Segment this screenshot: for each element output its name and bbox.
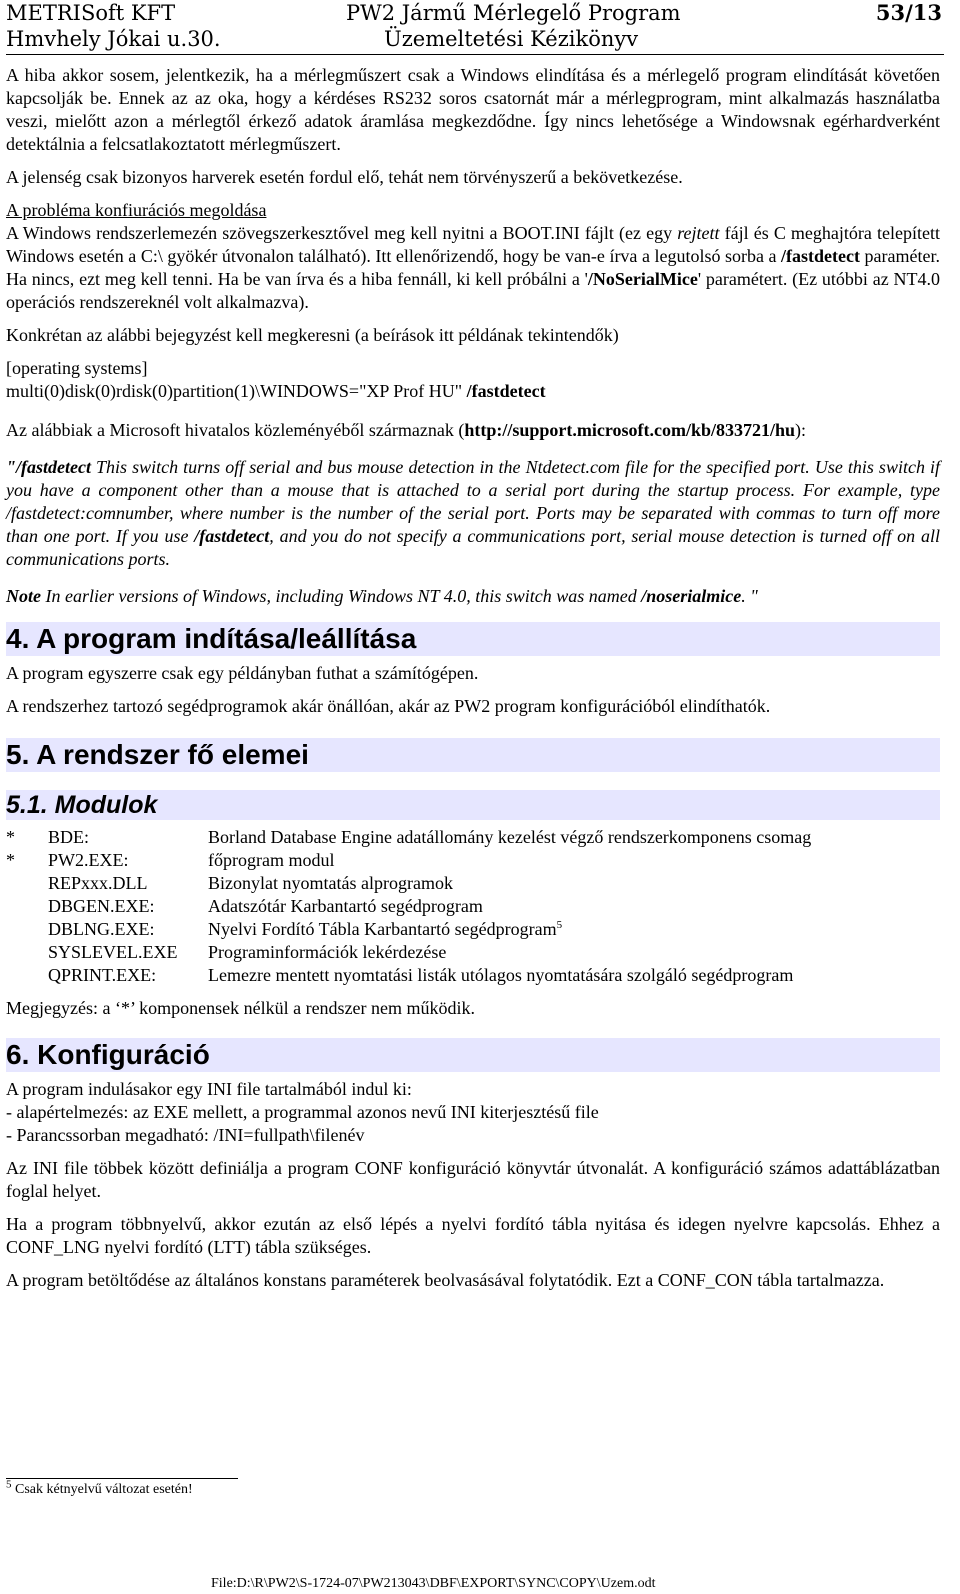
module-name: BDE: [48, 827, 90, 847]
page-header [6, 0, 944, 52]
footnote-number: 5 [6, 1478, 12, 1491]
fix-text-d: ' paramétert. (Ez utóbbi az NT4.0 operációs rendszereknél volt alkalmazva). [6, 269, 940, 312]
note-text-a: In earlier versions of Windows, including Windows NT 4.0, this switch was named [41, 586, 642, 606]
ini-line-2: multi(0)disk(0)rdisk(0)partition(1)\WINDOWS="XP Prof HU" [6, 381, 467, 401]
section-6-startup [6, 1078, 940, 1147]
startup-line-1: A program indulásakor egy INI file tartalmából indul ki: [6, 1079, 412, 1099]
startup-line-3: - Parancssorban megadható: /INI=fullpath\filenév [6, 1125, 365, 1145]
module-description-text: Bizonylat nyomtatás alprogramok [208, 873, 453, 893]
module-required-marker [6, 918, 48, 941]
module-description [208, 849, 940, 872]
program-title: PW2 Jármű Mérlegelő Program [346, 1, 681, 25]
module-required-marker [6, 964, 48, 987]
module-row [6, 849, 940, 872]
module-row [6, 895, 940, 918]
paragraph-quote [6, 456, 940, 571]
header-rule [6, 54, 944, 55]
page-number: 53/13 [875, 0, 942, 25]
module-name: PW2.EXE: [48, 850, 129, 870]
fix-text-b: fájl és C meghajtóra telepített Windows esetén a C:\ gyökér útvonalon található). Itt ellenőrizendő, hogy be van-e írva a legutolsó sorba a [6, 223, 940, 266]
module-description-text: Nyelvi Fordító Tábla Karbantartó segédprogram [208, 919, 557, 939]
note-bold: /noserialmice [641, 586, 742, 606]
startup-line-2: - alapértelmezés: az EXE mellett, a programmal azonos nevű INI kiterjesztésű file [6, 1102, 599, 1122]
module-row [6, 826, 940, 849]
module-row [6, 918, 940, 941]
footnote [6, 1478, 193, 1498]
fix-text-a: A Windows rendszerlemezén szövegszerkesztővel meg kell nyitni a BOOT.INI fájlt (ez egy [6, 223, 678, 243]
ms-source-end: ): [795, 420, 807, 440]
section-6-heading: 6. Konfiguráció [6, 1038, 940, 1072]
quote-text-a: This switch turns off serial and bus mouse detection in the Ntdetect.com file for the specified port. Use this switch if you have a component other than a mouse that is attached to a serial port during the startup process. For example, type /fastdetect:comnumber, where number is the number of the serial port. Ports may be separated with commas to turn off more than one port. If you use [6, 457, 940, 546]
fix-text-c: paraméter. Ha nincs, ezt meg kell tenni. Ha be van írva és a hiba fennáll, ki kell próbálni a ' [6, 246, 940, 289]
quote-text-b: , and you do not specify a communications port, serial mouse detection is turned off on all communications ports. [6, 526, 940, 569]
fix-title: A probléma konfiurációs megoldása [6, 200, 267, 220]
module-row [6, 964, 940, 987]
module-name: REPxxx.DLL [48, 873, 148, 893]
section-5-heading: 5. A rendszer fő elemei [6, 738, 940, 772]
module-row [6, 941, 940, 964]
module-required-marker: * [6, 850, 15, 870]
ini-line-2-bold: /fastdetect [466, 381, 546, 401]
module-description-text: Borland Database Engine adatállomány kezelést végző rendszerkomponens csomag [208, 827, 812, 847]
fix-bold-noserialmice: /NoSerialMice [587, 269, 698, 289]
section-4-para-1: A program egyszerre csak egy példányban futhat a számítógépen. [6, 663, 479, 683]
module-description [208, 918, 940, 941]
module-description [208, 826, 940, 849]
ini-line-1: [operating systems] [6, 358, 148, 378]
module-description-text: Lemezre mentett nyomtatási listák utólagos nyomtatására szolgáló segédprogram [208, 965, 794, 985]
ms-source-text: Az alábbiak a Microsoft hivatalos közleményéből származnak ( [6, 420, 465, 440]
paragraph-note [6, 585, 940, 608]
module-footnote-ref: 5 [556, 919, 563, 931]
module-required-marker [6, 941, 48, 964]
fix-italic: rejtett [677, 223, 720, 243]
note-text-b: . " [741, 586, 758, 606]
module-required-marker: * [6, 827, 15, 847]
paragraph-ms-source [6, 419, 940, 442]
document-body [6, 64, 940, 1302]
module-name: QPRINT.EXE: [48, 965, 157, 985]
module-description [208, 872, 940, 895]
company-address: Hmvhely Jókai u.30. [6, 27, 221, 51]
module-name: DBGEN.EXE: [48, 896, 155, 916]
modules-note: Megjegyzés: a ‘*’ komponensek nélkül a rendszer nem működik. [6, 998, 476, 1018]
module-required-marker [6, 895, 48, 918]
fix-bold-fastdetect: /fastdetect [781, 246, 861, 266]
paragraph-entry-intro: Konkrétan az alábbi bejegyzést kell megkeresni (a beírások itt példának tekintendők) [6, 325, 619, 345]
footnote-text: Csak kétnyelvű változat esetén! [15, 1482, 193, 1497]
footnote-rule [6, 1478, 238, 1479]
company-name [6, 0, 175, 26]
company-text: METRISoft KFT [6, 1, 176, 25]
section-4-heading: 4. A program indítása/leállítása [6, 622, 940, 656]
module-description-text: Adatszótár Karbantartó segédprogram [208, 896, 483, 916]
paragraph-error-cause: A hiba akkor sosem, jelentkezik, ha a mérlegműszert csak a Windows elindítása és a mérlegelő program elindítását követően kapcsolják be. Ennek az az oka, hogy a kérdéses RS232 soros csatornát már a mérlegprogram, mint alkalmazás használatba veszi, mielőtt azon a mérlegtől érkező adatok áramlása megkezdődne. Így nincs lehetősége a Windowsnak egérhardverként detektálnia a felcsatlakoztatott mérlegműszert. [6, 65, 940, 154]
module-row [6, 872, 940, 895]
quote-bold-2: /fastdetect [194, 526, 270, 546]
module-description [208, 941, 940, 964]
section-6-para-3: A program betöltődése az általános konstans paraméterek beolvasásával folytatódik. Ezt a CONF_CON tábla tartalmazza. [6, 1270, 885, 1290]
paragraph-fix [6, 199, 940, 314]
manual-title: Üzemeltetési Kézikönyv [384, 27, 639, 51]
section-6-para-2: Ha a program többnyelvű, akkor ezután az első lépés a nyelvi fordító tábla nyitása és idegen nyelvre kapcsolás. Ehhez a CONF_LNG nyelvi fordító (LTT) tábla szükséges. [6, 1214, 940, 1257]
module-description-text: Programinformációk lekérdezése [208, 942, 447, 962]
module-description [208, 895, 940, 918]
note-label: Note [6, 586, 41, 606]
file-path-footer: File:D:\R\PW2\S-1724-07\PW213043\DBF\EXPORT\SYNC\COPY\Uzem.odt [211, 1576, 656, 1591]
module-description-text: főprogram modul [208, 850, 335, 870]
ms-source-url: http://support.microsoft.com/kb/833721/hu [464, 420, 796, 440]
module-list [6, 826, 940, 987]
section-6-para-1: Az INI file többek között definiálja a program CONF konfiguráció könyvtár útvonalát. A konfiguráció számos adattáblázatban foglal helyet. [6, 1158, 940, 1201]
quote-bold-1: "/fastdetect [6, 457, 91, 477]
module-description [208, 964, 940, 987]
module-name: SYSLEVEL.EXE [48, 942, 178, 962]
module-name: DBLNG.EXE: [48, 919, 155, 939]
module-required-marker [6, 872, 48, 895]
paragraph-phenomenon: A jelenség csak bizonyos harverek esetén fordul elő, tehát nem törvényszerű a bekövetkezése. [6, 167, 683, 187]
section-4-para-2: A rendszerhez tartozó segédprogramok akár önállóan, akár az PW2 program konfigurációból elindíthatók. [6, 696, 771, 716]
section-5-1-heading: 5.1. Modulok [6, 790, 940, 820]
ini-snippet [6, 357, 940, 403]
